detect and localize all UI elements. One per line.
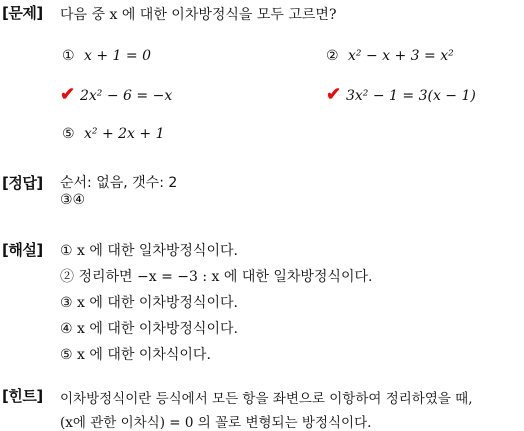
explanation-line-4: ④ x 에 대한 이차방정식이다.: [60, 321, 238, 337]
option-4[interactable]: [326, 84, 476, 105]
problem-tag: [문제]: [2, 4, 43, 22]
option-5-num: ⑤: [62, 126, 75, 142]
option-2-num: ②: [326, 48, 339, 64]
answer-tag: [정답]: [2, 174, 43, 192]
option-5-expr: x² + 2x + 1: [84, 126, 165, 142]
question-text: 다음 중 x 에 대한 이차방정식을 모두 고르면?: [60, 7, 337, 23]
option-5[interactable]: [62, 126, 164, 142]
option-1[interactable]: [62, 48, 151, 64]
explanation-line-5: ⑤ x 에 대한 이차식이다.: [60, 347, 211, 363]
option-2[interactable]: [326, 48, 454, 64]
check-icon: ✔: [60, 84, 76, 105]
explanation-line-2: ② 정리하면 −x = −3 : x 에 대한 일차방정식이다.: [60, 269, 373, 285]
option-4-expr: 3x² − 1 = 3(x − 1): [346, 88, 476, 104]
option-1-num: ①: [62, 48, 75, 64]
answer-line-2: ③④: [60, 192, 86, 208]
option-3[interactable]: [60, 84, 173, 105]
option-2-expr: x² − x + 3 = x²: [348, 48, 454, 64]
answer-line-1: 순서: 없음, 갯수: 2: [60, 175, 178, 191]
hint-line-2: (x에 관한 이차식) = 0 의 꼴로 변형되는 방정식이다.: [60, 415, 372, 431]
hint-line-1: 이차방정식이란 등식에서 모든 항을 좌변으로 이항하여 정리하였을 때,: [60, 391, 473, 407]
explanation-line-3: ③ x 에 대한 이차방정식이다.: [60, 295, 238, 311]
hint-tag: [힌트]: [2, 387, 43, 405]
option-1-expr: x + 1 = 0: [84, 48, 151, 64]
option-3-expr: 2x² − 6 = −x: [80, 88, 173, 104]
check-icon: ✔: [326, 84, 342, 105]
explanation-line-1: ① x 에 대한 일차방정식이다.: [60, 243, 238, 259]
explanation-tag: [해설]: [2, 241, 43, 259]
